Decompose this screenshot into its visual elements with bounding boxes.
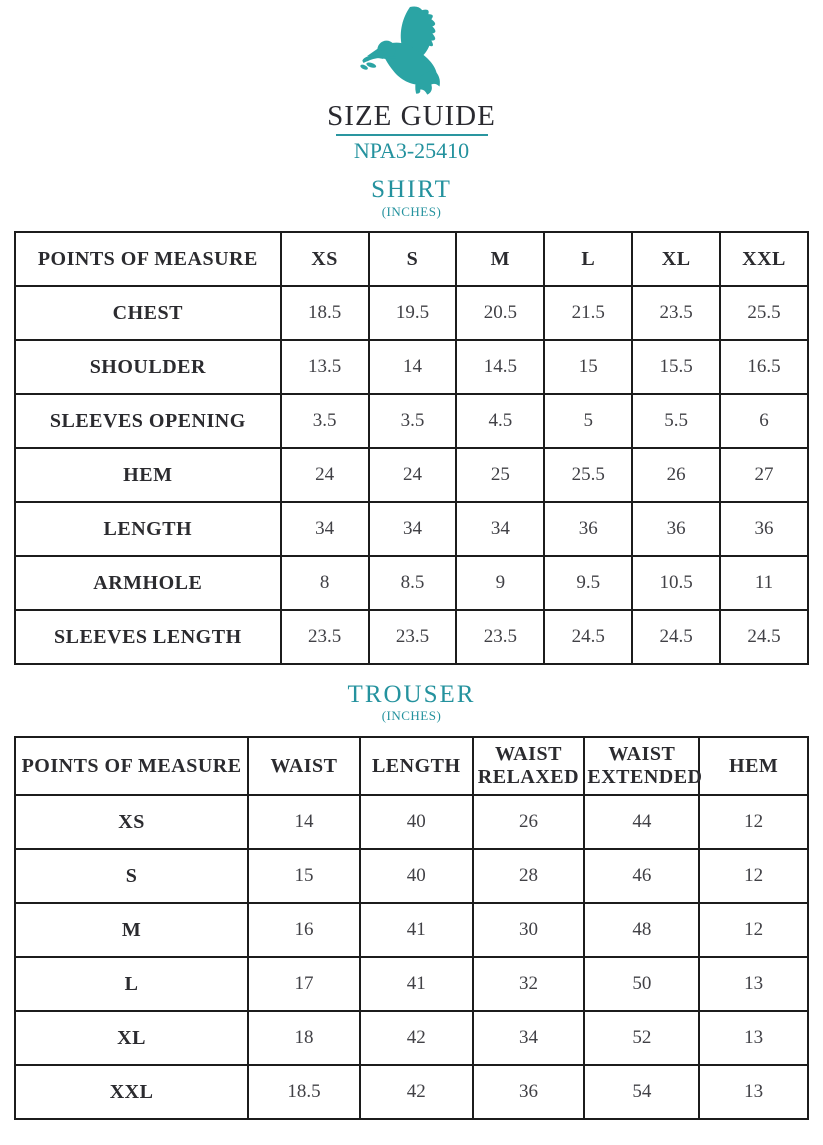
row-header: XXL — [15, 1065, 248, 1119]
column-header: S — [369, 232, 457, 286]
column-header: HEM — [699, 737, 808, 795]
column-header: POINTS OF MEASURE — [15, 232, 281, 286]
measurement-cell: 16.5 — [720, 340, 808, 394]
measurement-cell: 23.5 — [456, 610, 544, 664]
row-header: LENGTH — [15, 502, 281, 556]
table-row — [15, 286, 808, 340]
measurement-cell: 34 — [456, 502, 544, 556]
column-header: WAIST — [248, 737, 360, 795]
table-row — [15, 502, 808, 556]
trouser-size-table — [14, 736, 809, 1120]
table-row — [15, 1011, 808, 1065]
table-row — [15, 957, 808, 1011]
measurement-cell: 21.5 — [544, 286, 632, 340]
table-row — [15, 903, 808, 957]
measurement-cell: 52 — [584, 1011, 699, 1065]
page-title: SIZE GUIDE — [327, 99, 496, 132]
measurement-cell: 36 — [720, 502, 808, 556]
trouser-section-heading: TROUSER — [347, 681, 476, 709]
measurement-cell: 48 — [584, 903, 699, 957]
measurement-cell: 13.5 — [281, 340, 369, 394]
dove-with-olive-branch-icon — [359, 5, 465, 91]
measurement-cell: 24.5 — [720, 610, 808, 664]
measurement-cell: 46 — [584, 849, 699, 903]
measurement-cell: 42 — [360, 1065, 473, 1119]
table-row — [15, 610, 808, 664]
measurement-cell: 23.5 — [281, 610, 369, 664]
row-header: SLEEVES LENGTH — [15, 610, 281, 664]
column-header: WAIST RELAXED — [473, 737, 585, 795]
column-header: WAIST EXTENDED — [584, 737, 699, 795]
table-row — [15, 556, 808, 610]
shirt-section — [0, 177, 823, 665]
measurement-cell: 5 — [544, 394, 632, 448]
measurement-cell: 24.5 — [632, 610, 720, 664]
row-header: ARMHOLE — [15, 556, 281, 610]
measurement-cell: 36 — [473, 1065, 585, 1119]
measurement-cell: 12 — [699, 903, 808, 957]
measurement-cell: 3.5 — [281, 394, 369, 448]
measurement-cell: 13 — [699, 1011, 808, 1065]
row-header: XL — [15, 1011, 248, 1065]
measurement-cell: 23.5 — [369, 610, 457, 664]
row-header: SHOULDER — [15, 340, 281, 394]
measurement-cell: 15 — [248, 849, 360, 903]
measurement-cell: 15 — [544, 340, 632, 394]
measurement-cell: 34 — [281, 502, 369, 556]
measurement-cell: 36 — [544, 502, 632, 556]
measurement-cell: 26 — [632, 448, 720, 502]
measurement-cell: 13 — [699, 957, 808, 1011]
column-header: XL — [632, 232, 720, 286]
measurement-cell: 40 — [360, 849, 473, 903]
measurement-cell: 24 — [369, 448, 457, 502]
measurement-cell: 14 — [369, 340, 457, 394]
table-row — [15, 849, 808, 903]
measurement-cell: 8.5 — [369, 556, 457, 610]
row-header: HEM — [15, 448, 281, 502]
measurement-cell: 10.5 — [632, 556, 720, 610]
measurement-cell: 44 — [584, 795, 699, 849]
measurement-cell: 27 — [720, 448, 808, 502]
measurement-cell: 18.5 — [281, 286, 369, 340]
measurement-cell: 18 — [248, 1011, 360, 1065]
column-header: XS — [281, 232, 369, 286]
measurement-cell: 41 — [360, 957, 473, 1011]
trouser-unit-label: (INCHES) — [381, 708, 442, 724]
measurement-cell: 12 — [699, 795, 808, 849]
column-header: POINTS OF MEASURE — [15, 737, 248, 795]
measurement-cell: 9.5 — [544, 556, 632, 610]
measurement-cell: 54 — [584, 1065, 699, 1119]
table-header-row — [15, 232, 808, 286]
measurement-cell: 16 — [248, 903, 360, 957]
column-header: LENGTH — [360, 737, 473, 795]
measurement-cell: 25.5 — [544, 448, 632, 502]
measurement-cell: 20.5 — [456, 286, 544, 340]
column-header: M — [456, 232, 544, 286]
measurement-cell: 34 — [473, 1011, 585, 1065]
measurement-cell: 26 — [473, 795, 585, 849]
measurement-cell: 5.5 — [632, 394, 720, 448]
title-underline — [336, 134, 488, 136]
measurement-cell: 25.5 — [720, 286, 808, 340]
column-header: L — [544, 232, 632, 286]
measurement-cell: 3.5 — [369, 394, 457, 448]
measurement-cell: 30 — [473, 903, 585, 957]
measurement-cell: 24.5 — [544, 610, 632, 664]
row-header: L — [15, 957, 248, 1011]
row-header: S — [15, 849, 248, 903]
page-header — [0, 0, 823, 163]
measurement-cell: 6 — [720, 394, 808, 448]
measurement-cell: 32 — [473, 957, 585, 1011]
table-header-row — [15, 737, 808, 795]
measurement-cell: 4.5 — [456, 394, 544, 448]
table-row — [15, 340, 808, 394]
measurement-cell: 17 — [248, 957, 360, 1011]
shirt-section-heading: SHIRT — [371, 176, 452, 204]
table-row — [15, 795, 808, 849]
row-header: M — [15, 903, 248, 957]
measurement-cell: 18.5 — [248, 1065, 360, 1119]
row-header: SLEEVES OPENING — [15, 394, 281, 448]
measurement-cell: 28 — [473, 849, 585, 903]
measurement-cell: 14 — [248, 795, 360, 849]
measurement-cell: 13 — [699, 1065, 808, 1119]
measurement-cell: 40 — [360, 795, 473, 849]
shirt-size-table — [14, 231, 809, 665]
measurement-cell: 42 — [360, 1011, 473, 1065]
measurement-cell: 24 — [281, 448, 369, 502]
row-header: XS — [15, 795, 248, 849]
measurement-cell: 34 — [369, 502, 457, 556]
measurement-cell: 9 — [456, 556, 544, 610]
table-row — [15, 394, 808, 448]
measurement-cell: 15.5 — [632, 340, 720, 394]
row-header: CHEST — [15, 286, 281, 340]
table-row — [15, 448, 808, 502]
style-code: NPA3-25410 — [353, 138, 470, 164]
measurement-cell: 23.5 — [632, 286, 720, 340]
measurement-cell: 8 — [281, 556, 369, 610]
measurement-cell: 14.5 — [456, 340, 544, 394]
shirt-unit-label: (INCHES) — [381, 203, 442, 219]
measurement-cell: 50 — [584, 957, 699, 1011]
trouser-section — [0, 682, 823, 1120]
table-row — [15, 1065, 808, 1119]
measurement-cell: 19.5 — [369, 286, 457, 340]
measurement-cell: 36 — [632, 502, 720, 556]
measurement-cell: 12 — [699, 849, 808, 903]
measurement-cell: 25 — [456, 448, 544, 502]
measurement-cell: 41 — [360, 903, 473, 957]
measurement-cell: 11 — [720, 556, 808, 610]
column-header: XXL — [720, 232, 808, 286]
